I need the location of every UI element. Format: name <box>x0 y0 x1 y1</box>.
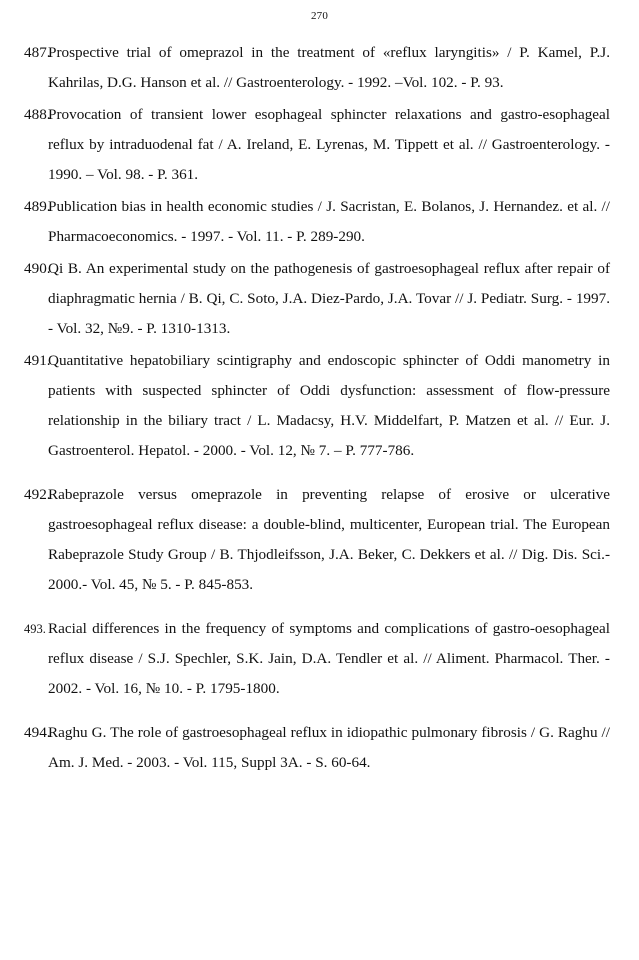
reference-item-489 <box>24 192 610 252</box>
reference-text: Raghu G. The role of gastroesophageal reflux in idiopathic pulmonary fibrosis / G. Raghu // Am. J. Med. - 2003. - Vol. 115, Suppl 3A. - S. 60-64. <box>48 724 610 771</box>
reference-item-491 <box>24 346 610 466</box>
reference-item-494 <box>24 718 610 778</box>
reference-item-493 <box>24 614 610 704</box>
reference-text: Provocation of transient lower esophageal sphincter relaxations and gastro-esophageal reflux by intraduodenal fat / A. Ireland, E. Lyrenas, M. Tippett et al. // Gastroenterology. - 1990. – Vol. 98. - P. 361. <box>48 106 610 183</box>
reference-number: 489. <box>24 198 51 215</box>
page-number: 270 <box>310 10 329 22</box>
reference-number: 491. <box>24 352 51 369</box>
reference-text: Qi B. An experimental study on the pathogenesis of gastroesophageal reflux after repair of diaphragmatic hernia / B. Qi, C. Soto, J.A. Diez-Pardo, J.A. Tovar // J. Pediatr. Surg. - 1997. - Vol. 32, №9. - P. 1310-1313. <box>48 260 610 337</box>
reference-item-488 <box>24 100 610 190</box>
reference-number: 492. <box>24 486 51 503</box>
reference-number: 490. <box>24 260 51 277</box>
reference-number: 494. <box>24 724 51 741</box>
reference-item-487 <box>24 38 610 98</box>
reference-item-492 <box>24 480 610 600</box>
reference-list <box>24 38 610 780</box>
reference-number: 493. <box>24 622 46 636</box>
reference-item-490 <box>24 254 610 344</box>
reference-text: Quantitative hepatobiliary scintigraphy and endoscopic sphincter of Oddi manometry in patients with suspected sphincter of Oddi dysfunction: assessment of flow-pressure relationship in the biliary tract / L. Madacsy, H.V. Middelfart, P. Matzen et al. // Eur. J. Gastroenterol. Hepatol. - 2000. - Vol. 12, № 7. – P. 777-786. <box>48 352 610 459</box>
reference-number: 487. <box>24 44 51 61</box>
reference-text: Rabeprazole versus omeprazole in preventing relapse of erosive or ulcerative gastroesophageal reflux disease: a double-blind, multicenter, European trial. The European Rabeprazole Study Group / B. Thjodleifsson, J.A. Beker, C. Dekkers et al. // Dig. Dis. Sci.- 2000.- Vol. 45, № 5. - P. 845-853. <box>48 486 610 593</box>
reference-number: 488. <box>24 106 51 123</box>
reference-text: Prospective trial of omeprazol in the treatment of «reflux laryngitis» / P. Kamel, P.J. Kahrilas, D.G. Hanson et al. // Gastroenterology. - 1992. –Vol. 102. - P. 93. <box>48 44 610 91</box>
reference-text: Racial differences in the frequency of symptoms and complications of gastro-oesophageal reflux disease / S.J. Spechler, S.K. Jain, D.A. Tendler et al. // Aliment. Pharmacol. Ther. - 2002. - Vol. 16, № 10. - P. 1795-1800. <box>48 620 610 697</box>
reference-text: Publication bias in health economic studies / J. Sacristan, E. Bolanos, J. Hernandez. et al. // Pharmacoeconomics. - 1997. - Vol. 11. - P. 289-290. <box>48 198 610 245</box>
